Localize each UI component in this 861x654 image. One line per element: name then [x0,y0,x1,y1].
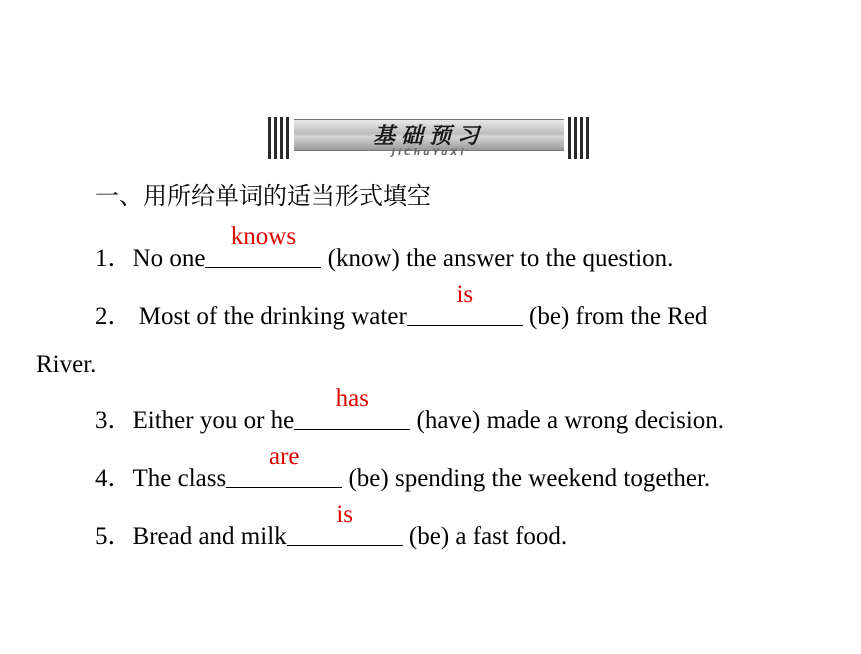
answer-blank[interactable] [226,443,342,488]
answer-text: is [456,281,474,308]
section-banner [268,117,590,159]
answer-text: are [268,443,300,470]
exercise-text-after: (be) a fast food. [402,523,568,550]
exercise-2 [95,281,708,332]
banner-title: 基础预习 [372,124,485,149]
exercise-5 [95,501,568,552]
answer-text: is [336,501,353,528]
exercise-text-after: (be) spending the weekend together. [342,465,711,492]
exercise-text-before: Bread and milk [132,523,287,550]
banner-right-stripes [568,117,590,159]
exercise-text-before: No one [132,245,206,272]
exercise-number: 1． [95,245,133,272]
answer-text: has [335,385,369,412]
exercise-1 [95,223,674,274]
exercise-text-after: (be) from the Red [522,303,708,330]
exercise-text-after: (know) the answer to the question. [321,245,674,272]
exercise-3 [95,385,725,436]
exercise-number: 5． [95,523,133,550]
answer-text: knows [230,223,297,250]
answer-blank[interactable] [287,501,403,546]
exercise-number: 4． [95,465,133,492]
answer-blank[interactable] [407,281,523,326]
exercise-2-continuation: River. [36,351,97,378]
section-heading: 一、用所给单词的适当形式填空 [95,182,431,210]
answer-blank[interactable] [294,385,410,430]
exercise-text-before: The class [132,465,227,492]
exercise-text-before: Most of the drinking water [132,303,407,330]
exercise-text-after: (have) made a wrong decision. [410,407,725,434]
exercise-4 [95,443,711,494]
exercise-number: 3． [95,407,133,434]
answer-blank[interactable] [205,223,321,268]
banner-subtitle: JiChuYuXi [391,148,467,158]
exercise-number: 2． [95,303,133,330]
exercise-text-before: Either you or he [132,407,295,434]
